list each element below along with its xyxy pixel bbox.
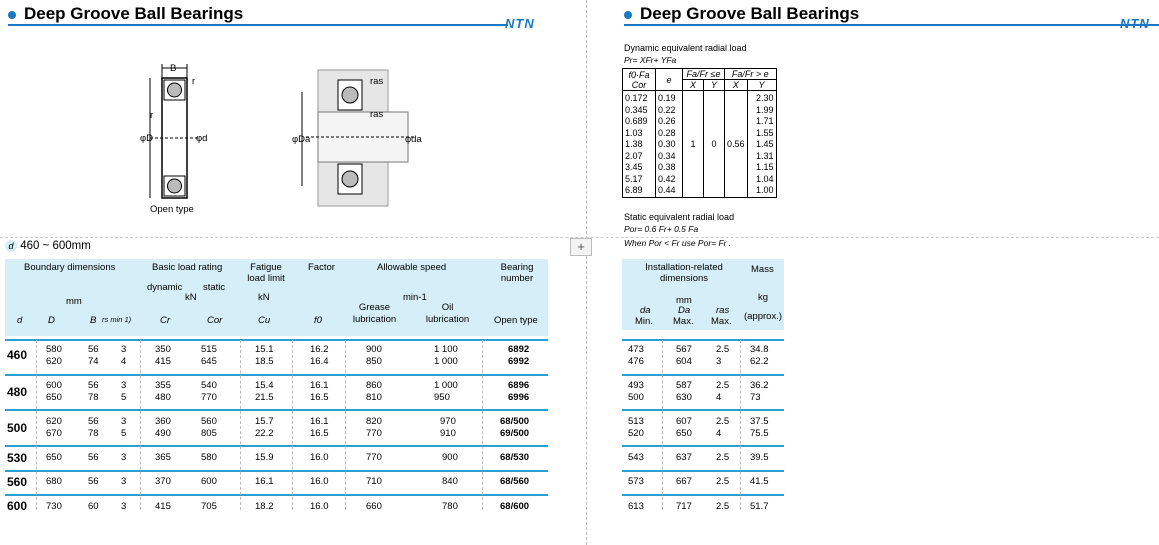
add-page-button[interactable]: + xyxy=(570,238,592,256)
cell: 4 xyxy=(121,356,127,367)
cell: 3 xyxy=(121,416,127,427)
cell: 500 xyxy=(628,392,644,403)
cell: 607 xyxy=(676,416,692,427)
cell: 567 xyxy=(676,344,692,355)
hdr-D: D xyxy=(48,315,55,326)
right-ntn-logo: NTN xyxy=(1120,16,1150,31)
bore-460: 460 xyxy=(7,348,28,362)
cell: 41.5 xyxy=(750,476,769,487)
cell: 1 000 xyxy=(434,356,458,367)
cell: 540 xyxy=(201,380,217,391)
cell: 805 xyxy=(201,428,217,439)
dim-phiDa-label: φDa xyxy=(292,134,311,145)
ft-val: 6.89 xyxy=(625,185,643,195)
dim-r2-label: r xyxy=(150,110,154,121)
cell: 16.0 xyxy=(310,476,329,487)
cell: 3 xyxy=(121,501,127,512)
open-type-label: Open type xyxy=(150,204,194,215)
bearing-number: 6996 xyxy=(508,392,530,403)
bearing-number: 68/600 xyxy=(500,501,530,512)
dynamic-load-label: Dynamic equivalent radial load xyxy=(624,43,747,53)
page-divider xyxy=(586,0,587,545)
hdr-da: da xyxy=(640,305,651,316)
ft-x1: 1 xyxy=(683,91,704,198)
cell: 56 xyxy=(88,344,99,355)
cell: 2.5 xyxy=(716,416,730,427)
range-label xyxy=(5,240,91,252)
dim-phid-label: φd xyxy=(196,133,208,144)
hdr-approx: (approx.) xyxy=(744,311,783,322)
col-sep xyxy=(140,340,141,510)
ft-val: 0.22 xyxy=(658,104,676,115)
cell: 637 xyxy=(676,452,692,463)
left-title-rule xyxy=(8,24,508,26)
ft-val: 0.34 xyxy=(658,150,676,161)
cell: 2.5 xyxy=(716,452,730,463)
when-label: When Por < Fr use Por= Fr . xyxy=(624,238,732,248)
cell: 650 xyxy=(676,428,692,439)
cell: 513 xyxy=(628,416,644,427)
ft-val: 1.31 xyxy=(756,150,774,161)
ft-val: 1.15 xyxy=(756,162,774,172)
ft-val: 2.07 xyxy=(625,150,643,161)
ft-val: 1.45 xyxy=(756,139,774,149)
cell: 490 xyxy=(155,428,171,439)
cell: 600 xyxy=(46,380,62,391)
hdr-oil: Oil lubrication xyxy=(425,302,470,325)
bearing-number: 68/500 xyxy=(500,416,530,427)
cell: 415 xyxy=(155,501,171,512)
hdr-static: static xyxy=(203,282,226,293)
ft-col-y2 xyxy=(747,91,776,198)
rsep xyxy=(622,374,784,376)
cell: 770 xyxy=(366,452,382,463)
cell: 2.5 xyxy=(716,476,730,487)
cell: 660 xyxy=(366,501,382,512)
cell: 4 xyxy=(716,428,722,439)
cell: 4 xyxy=(716,392,722,403)
static-formula: Por= 0.6 Fr+ 0.5 Fa xyxy=(624,224,699,234)
cell: 543 xyxy=(628,452,644,463)
bore-560: 560 xyxy=(7,475,28,489)
cell: 515 xyxy=(201,344,217,355)
cell: 74 xyxy=(88,356,99,367)
hdr-Cu: Cu xyxy=(258,315,271,326)
sep-500 xyxy=(5,409,548,411)
cell: 415 xyxy=(155,356,171,367)
cell: 37.5 xyxy=(750,416,769,427)
bearing-number: 6896 xyxy=(508,380,530,391)
hdr-factor: Factor xyxy=(308,262,335,273)
bearing-number: 6892 xyxy=(508,344,530,355)
ft-h-e: e xyxy=(656,69,683,91)
ft-x2: 0.56 xyxy=(725,91,748,198)
hdr-kN1: kN xyxy=(185,292,197,303)
cell: 480 xyxy=(155,392,171,403)
cell: 705 xyxy=(201,501,217,512)
ft-val: 0.30 xyxy=(658,139,676,149)
cell: 2.5 xyxy=(716,344,730,355)
cell: 51.7 xyxy=(750,501,769,512)
ft-val: 1.00 xyxy=(756,185,774,195)
cell: 18.5 xyxy=(255,356,274,367)
ft-val: 1.03 xyxy=(625,127,643,138)
left-title-text: Deep Groove Ball Bearings xyxy=(24,4,244,23)
rsep xyxy=(622,470,784,472)
sep-560 xyxy=(5,470,548,472)
ft-Y2: Y xyxy=(747,80,776,91)
bearing-number: 68/560 xyxy=(500,476,530,487)
ft-val: 5.17 xyxy=(625,173,643,184)
bore-480: 480 xyxy=(7,385,28,399)
cell: 493 xyxy=(628,380,644,391)
hdr-allowable: Allowable speed xyxy=(377,262,447,273)
bearing-number: 68/530 xyxy=(500,452,530,463)
cell: 520 xyxy=(628,428,644,439)
cell: 850 xyxy=(366,356,382,367)
cell: 78 xyxy=(88,428,99,439)
cell: 75.5 xyxy=(750,428,769,439)
static-load-label: Static equivalent radial load xyxy=(624,212,735,222)
factor-table xyxy=(622,68,777,198)
cell: 16.5 xyxy=(310,428,329,439)
ft-val: 0.38 xyxy=(658,162,676,172)
cell: 630 xyxy=(676,392,692,403)
cell: 645 xyxy=(201,356,217,367)
cell: 900 xyxy=(442,452,458,463)
cell: 34.8 xyxy=(750,344,769,355)
col-sep xyxy=(482,340,483,510)
bearing-number: 69/500 xyxy=(500,428,530,439)
cell: 650 xyxy=(46,392,62,403)
cell: 360 xyxy=(155,416,171,427)
rsep xyxy=(622,409,784,411)
hdr-f0: f0 xyxy=(314,315,322,326)
ft-X: X xyxy=(683,80,704,91)
hdr-Cr: Cr xyxy=(160,315,171,326)
sep-460 xyxy=(5,339,548,341)
hdr-fatigue: Fatigue load limit xyxy=(247,262,285,284)
ft-h-le: Fa/Fr ≤e xyxy=(683,69,725,80)
bore-600: 600 xyxy=(7,499,28,513)
cell: 56 xyxy=(88,452,99,463)
cell: 2.5 xyxy=(716,501,730,512)
cell: 717 xyxy=(676,501,692,512)
cell: 3 xyxy=(716,356,722,367)
ft-val: 0.26 xyxy=(658,116,676,126)
left-ntn-logo: NTN xyxy=(505,16,535,31)
cell: 3 xyxy=(121,476,127,487)
cell: 16.1 xyxy=(255,476,274,487)
ft-val: 1.99 xyxy=(756,104,774,115)
ft-col1 xyxy=(623,91,656,198)
ft-val: 1.04 xyxy=(756,173,774,184)
ft-Y: Y xyxy=(704,80,725,91)
cell: 600 xyxy=(201,476,217,487)
right-title-rule xyxy=(624,24,1159,26)
cell: 15.1 xyxy=(255,344,274,355)
col-sep xyxy=(345,340,346,510)
cell: 56 xyxy=(88,416,99,427)
dim-phiD-label: φD xyxy=(140,133,154,144)
rsep xyxy=(622,445,784,447)
hdr-boundary: Boundary dimensions xyxy=(24,262,116,273)
dynamic-formula: Pr= XFr+ YFa xyxy=(624,55,677,65)
col-sep xyxy=(740,340,741,510)
cell: 473 xyxy=(628,344,644,355)
cell: 18.2 xyxy=(255,501,274,512)
cell: 587 xyxy=(676,380,692,391)
ft-val: 3.45 xyxy=(625,162,643,172)
cell: 365 xyxy=(155,452,171,463)
sep-480 xyxy=(5,374,548,376)
cell: 910 xyxy=(440,428,456,439)
hdr-kN2: kN xyxy=(258,292,270,303)
cell: 580 xyxy=(46,344,62,355)
cell: 36.2 xyxy=(750,380,769,391)
cell: 573 xyxy=(628,476,644,487)
ft-val: 0.689 xyxy=(625,116,648,126)
hdr-max1: Max. xyxy=(673,316,694,327)
ft-val: 1.71 xyxy=(756,116,774,126)
ft-col-e xyxy=(656,91,683,198)
left-page-title xyxy=(8,4,243,24)
ft-y1: 0 xyxy=(704,91,725,198)
cell: 3 xyxy=(121,344,127,355)
cell: 620 xyxy=(46,416,62,427)
cell: 56 xyxy=(88,476,99,487)
sep-600 xyxy=(5,494,548,496)
col-sep xyxy=(292,340,293,510)
ft-val: 0.28 xyxy=(658,127,676,138)
cell: 476 xyxy=(628,356,644,367)
ft-val: 1.55 xyxy=(756,127,774,138)
cell: 60 xyxy=(88,501,99,512)
cell: 2.5 xyxy=(716,380,730,391)
bore-500: 500 xyxy=(7,421,28,435)
ft-X2: X xyxy=(725,80,748,91)
hdr-max2: Max. xyxy=(711,316,732,327)
cell: 613 xyxy=(628,501,644,512)
ft-h-cor: Cor xyxy=(631,79,647,90)
dim-ras2-label: ras xyxy=(370,109,384,120)
cell: 73 xyxy=(750,392,761,403)
cell: 667 xyxy=(676,476,692,487)
cell: 810 xyxy=(366,392,382,403)
ft-val: 0.345 xyxy=(625,104,648,115)
hdr-ras: ras xyxy=(716,305,730,316)
cell: 16.0 xyxy=(310,452,329,463)
cell: 970 xyxy=(440,416,456,427)
cell: 3 xyxy=(121,452,127,463)
hdr-grease: Grease lubrication xyxy=(352,302,397,325)
hdr-rs: rs min 1) xyxy=(102,315,132,324)
hdr-Da: Da xyxy=(678,305,691,316)
cell: 900 xyxy=(366,344,382,355)
cell: 39.5 xyxy=(750,452,769,463)
cell: 1 000 xyxy=(434,380,458,391)
range-text: 460 ~ 600mm xyxy=(20,240,91,252)
bullet-icon xyxy=(624,11,632,19)
cell: 15.4 xyxy=(255,380,274,391)
bore-d-icon: d xyxy=(5,240,17,252)
hdr-mm: mm xyxy=(66,296,82,307)
dim-B-label: B xyxy=(170,63,177,74)
cell: 1 100 xyxy=(434,344,458,355)
cell: 5 xyxy=(121,428,127,439)
cell: 16.0 xyxy=(310,501,329,512)
cell: 730 xyxy=(46,501,62,512)
rsep xyxy=(622,494,784,496)
cell: 370 xyxy=(155,476,171,487)
hdr-Cor: Cor xyxy=(207,315,223,326)
hdr-mass: Mass xyxy=(751,264,774,275)
bore-530: 530 xyxy=(7,451,28,465)
ft-val: 0.44 xyxy=(658,185,676,195)
rsep xyxy=(622,339,784,341)
cell: 710 xyxy=(366,476,382,487)
col-sep xyxy=(36,340,37,510)
cell: 16.1 xyxy=(310,380,329,391)
cell: 840 xyxy=(442,476,458,487)
cell: 15.7 xyxy=(255,416,274,427)
right-page-title xyxy=(624,4,859,24)
hdr-B: B xyxy=(90,315,97,326)
cell: 3 xyxy=(121,380,127,391)
cell: 5 xyxy=(121,392,127,403)
cell: 62.2 xyxy=(750,356,769,367)
cell: 680 xyxy=(46,476,62,487)
hdr-d: d xyxy=(17,315,23,326)
cell: 15.9 xyxy=(255,452,274,463)
hdr-kg: kg xyxy=(758,292,769,303)
dim-r1-label: r xyxy=(192,76,196,87)
cell: 560 xyxy=(201,416,217,427)
bearing-number: 6992 xyxy=(508,356,530,367)
hdr-basic-load: Basic load rating xyxy=(152,262,223,273)
cell: 780 xyxy=(442,501,458,512)
hdr-bearing: Bearing number xyxy=(500,262,534,284)
right-title-text: Deep Groove Ball Bearings xyxy=(640,4,860,23)
dim-phida-label: φda xyxy=(405,134,422,145)
dim-ras1-label: ras xyxy=(370,76,384,87)
hdr-installation: Installation-related dimensions xyxy=(645,262,723,284)
cell: 78 xyxy=(88,392,99,403)
ft-val: 0.42 xyxy=(658,173,676,184)
cell: 355 xyxy=(155,380,171,391)
cell: 580 xyxy=(201,452,217,463)
cell: 770 xyxy=(366,428,382,439)
cell: 22.2 xyxy=(255,428,274,439)
hdr-dynamic: dynamic xyxy=(147,282,183,293)
hdr-min: min-1 xyxy=(403,292,427,303)
col-sep xyxy=(240,340,241,510)
cell: 56 xyxy=(88,380,99,391)
col-sep xyxy=(662,340,663,510)
cell: 860 xyxy=(366,380,382,391)
hdr-right-mm: mm xyxy=(676,295,692,306)
cell: 604 xyxy=(676,356,692,367)
cell: 16.4 xyxy=(310,356,329,367)
cell: 820 xyxy=(366,416,382,427)
cell: 21.5 xyxy=(255,392,274,403)
ft-val: 0.172 xyxy=(625,93,648,103)
ft-val: 1.38 xyxy=(625,139,643,149)
cell: 670 xyxy=(46,428,62,439)
sep-530 xyxy=(5,445,548,447)
cell: 16.5 xyxy=(310,392,329,403)
bullet-icon xyxy=(8,11,16,19)
cell: 770 xyxy=(201,392,217,403)
hdr-min-lbl: Min. xyxy=(635,316,653,327)
cell: 350 xyxy=(155,344,171,355)
hdr-open: Open type xyxy=(494,315,538,326)
cell: 16.1 xyxy=(310,416,329,427)
cell: 620 xyxy=(46,356,62,367)
cell: 950 xyxy=(434,392,450,403)
ft-val: 0.19 xyxy=(658,93,676,103)
ft-h-gt: Fa/Fr > e xyxy=(725,69,777,80)
ft-val: 2.30 xyxy=(756,93,774,103)
ft-h-f0: f0·Fa xyxy=(628,69,650,80)
cell: 650 xyxy=(46,452,62,463)
cell: 16.2 xyxy=(310,344,329,355)
